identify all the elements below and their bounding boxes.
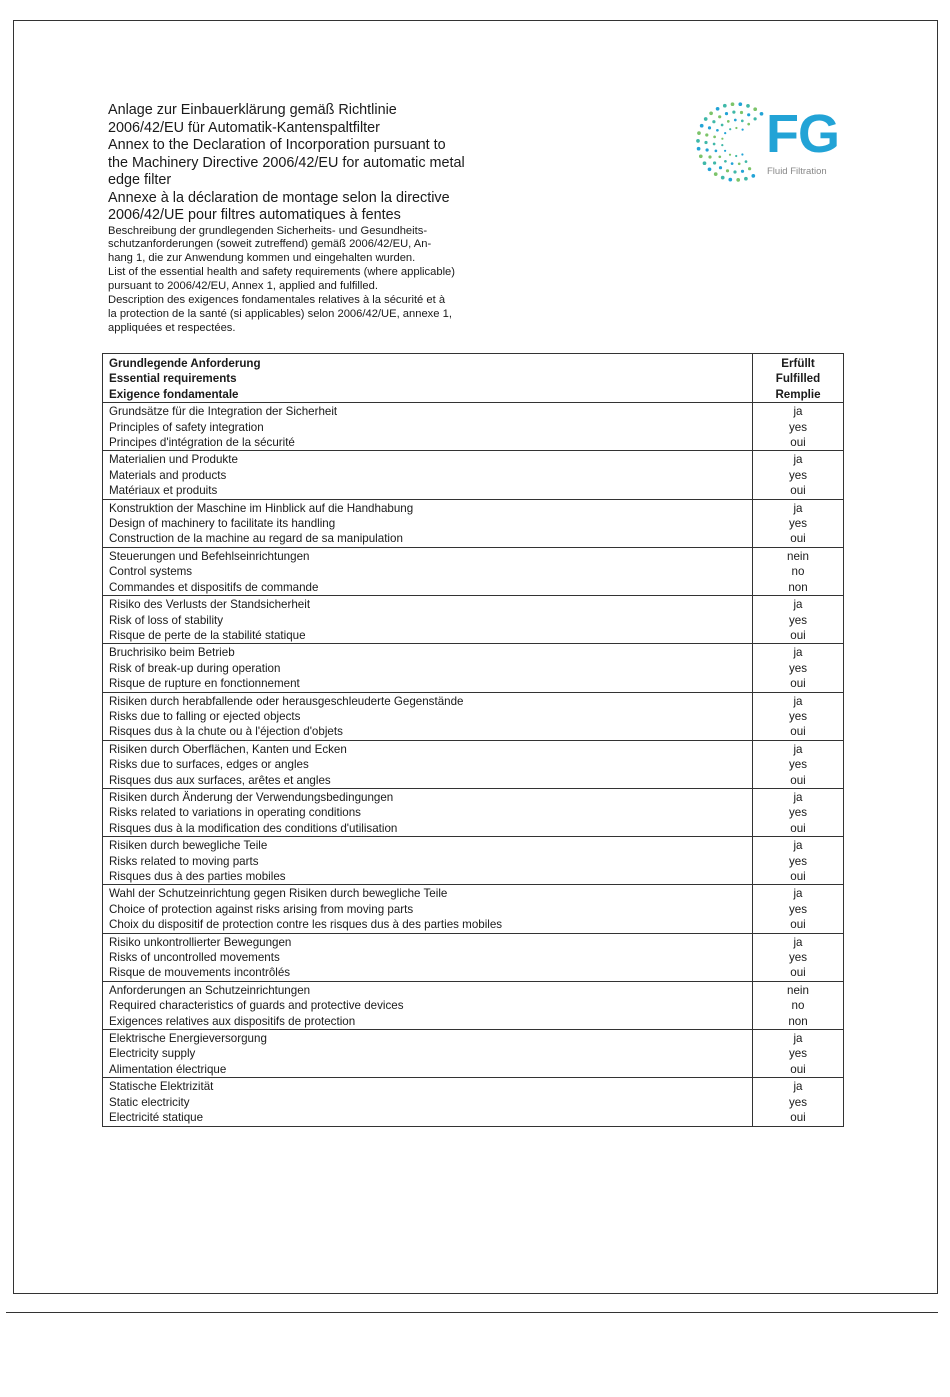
requirement-text: Risks of uncontrolled movements <box>109 951 280 965</box>
fulfilled-cell <box>753 1078 844 1126</box>
logo-dot <box>696 139 700 143</box>
requirement-cell <box>103 837 753 885</box>
fulfilled-value: ja <box>793 598 803 612</box>
document-title <box>108 102 508 225</box>
requirement-text: Risiko des Verlusts der Standsicherheit <box>109 598 311 612</box>
requirement-text: Bruchrisiko beim Betrieb <box>109 646 235 660</box>
title-line: Anlage zur Einbauerklärung gemäß Richtlinie <box>108 102 397 118</box>
requirement-text: Risque de perte de la stabilité statique <box>109 628 306 642</box>
requirement-text: Control systems <box>109 565 193 579</box>
requirement-cell <box>103 692 753 740</box>
fulfilled-cell <box>753 788 844 836</box>
fulfilled-value: ja <box>793 935 803 949</box>
description-line: appliquées et respectées. <box>108 321 236 334</box>
requirement-text: Risks due to surfaces, edges or angles <box>109 758 309 772</box>
fulfilled-cell <box>753 692 844 740</box>
logo-dot <box>703 161 707 165</box>
fulfilled-cell <box>753 547 844 595</box>
fulfilled-value: oui <box>790 1111 806 1125</box>
requirement-text: Materialien und Produkte <box>109 453 238 467</box>
logo-dot <box>699 154 703 158</box>
logo-dot <box>742 129 744 131</box>
fulfilled-cell <box>753 837 844 885</box>
table-row <box>103 547 844 595</box>
title-line: edge filter <box>108 172 172 188</box>
logo-dot <box>747 113 750 116</box>
logo-dot <box>741 170 744 173</box>
requirement-text: Risiko unkontrollierter Bewegungen <box>109 935 292 949</box>
requirement-text: Matériaux et produits <box>109 484 218 498</box>
logo-dot <box>713 136 716 139</box>
table-row <box>103 740 844 788</box>
logo-dot <box>724 160 727 163</box>
logo-dot <box>741 153 743 155</box>
header-label: Remplie <box>775 387 821 401</box>
fulfilled-value: oui <box>790 628 806 642</box>
requirement-text: Risks related to moving parts <box>109 854 259 868</box>
requirement-text: Anforderungen an Schutzeinrichtungen <box>109 983 311 997</box>
fulfilled-value: ja <box>793 1032 803 1046</box>
document-heading <box>108 102 508 336</box>
title-line: the Machinery Directive 2006/42/EU for automatic metal <box>108 154 465 171</box>
requirement-cell <box>103 740 753 788</box>
logo-dot <box>721 144 723 146</box>
fulfilled-value: oui <box>790 436 806 450</box>
requirement-text: Design of machinery to facilitate its handling <box>109 517 336 531</box>
fulfilled-value: yes <box>788 854 808 868</box>
fulfilled-value: ja <box>793 839 803 853</box>
table-row <box>103 933 844 981</box>
logo-dot <box>714 172 718 176</box>
logo-dot <box>700 124 704 128</box>
fulfilled-value: ja <box>793 790 803 804</box>
logo-dot <box>740 111 743 114</box>
logo-dot <box>697 147 701 151</box>
fulfilled-value: yes <box>788 613 808 627</box>
requirement-text: Risques dus à la chute ou à l'éjection d'objets <box>109 725 343 739</box>
company-logo <box>692 100 852 184</box>
header-label: Essential requirements <box>109 372 237 386</box>
logo-swirl-icon <box>692 100 766 184</box>
fulfilled-value: ja <box>793 405 803 419</box>
requirement-cell <box>103 933 753 981</box>
table-row <box>103 403 844 451</box>
logo-dot <box>725 112 728 115</box>
requirement-text: Electricité statique <box>109 1111 204 1125</box>
logo-dot <box>738 102 742 106</box>
fulfilled-cell <box>753 933 844 981</box>
requirement-cell <box>103 596 753 644</box>
fulfilled-value: oui <box>790 725 806 739</box>
logo-dot <box>721 176 725 180</box>
table-row <box>103 692 844 740</box>
header-label: Grundlegende Anforderung <box>109 357 261 370</box>
fulfilled-cell <box>753 403 844 451</box>
title-line: 2006/42/EU für Automatik-Kantenspaltfilter <box>108 119 380 136</box>
requirement-text: Risiken durch herabfallende oder herausgeschleuderte Gegenstände <box>109 694 464 708</box>
logo-dot <box>712 120 715 123</box>
requirement-text: Choice of protection against risks arising from moving parts <box>109 902 414 916</box>
fulfilled-value: oui <box>790 484 806 498</box>
fulfilled-value: ja <box>793 1080 803 1094</box>
logo-dot <box>708 126 711 129</box>
description-line: la protection de la santé (si applicables) selon 2006/42/UE, annexe 1, <box>108 307 452 320</box>
fulfilled-value: ja <box>793 742 803 756</box>
logo-dot <box>697 131 701 135</box>
logo-dot <box>760 112 764 116</box>
logo-dot <box>745 160 748 163</box>
logo-dot <box>735 127 737 129</box>
fulfilled-value: oui <box>790 532 806 546</box>
requirement-text: Steuerungen und Befehlseinrichtungen <box>109 549 310 563</box>
logo-dot <box>718 115 721 118</box>
logo-dot <box>718 155 721 158</box>
requirement-text: Electricity supply <box>109 1047 196 1061</box>
logo-dot <box>735 155 737 157</box>
description-line: Description des exigences fondamentales relatives à la sécurité et à <box>108 294 446 307</box>
logo-dot <box>733 170 736 173</box>
requirement-text: Risques dus à la modification des conditions d'utilisation <box>109 821 398 835</box>
requirement-cell <box>103 885 753 933</box>
logo-dot <box>741 120 744 123</box>
requirement-cell <box>103 644 753 692</box>
table-row <box>103 1078 844 1126</box>
logo-dot <box>748 167 751 170</box>
fulfilled-value: oui <box>790 773 806 787</box>
fulfilled-value: oui <box>790 966 806 980</box>
fulfilled-value: yes <box>788 661 808 675</box>
requirement-text: Risques dus aux surfaces, arêtes et angles <box>109 773 331 787</box>
logo-dot <box>704 141 707 144</box>
table-row <box>103 981 844 1029</box>
requirement-text: Risques dus à des parties mobiles <box>109 870 286 883</box>
table-row <box>103 788 844 836</box>
requirement-text: Risk of break-up during operation <box>109 661 281 675</box>
fulfilled-value: yes <box>788 806 808 820</box>
header-label: Exigence fondamentale <box>109 387 239 401</box>
logo-dot <box>721 124 724 127</box>
fulfilled-value: nein <box>787 983 809 997</box>
table-header-row <box>103 354 844 403</box>
fulfilled-value: ja <box>793 453 803 467</box>
requirement-text: Materials and products <box>109 468 227 482</box>
logo-dot <box>723 104 727 108</box>
fulfilled-value: yes <box>788 420 808 434</box>
fulfilled-value: oui <box>790 870 806 883</box>
fulfilled-value: ja <box>793 887 803 901</box>
requirement-text: Risiken durch Oberflächen, Kanten und Ecken <box>109 742 347 756</box>
requirement-cell <box>103 788 753 836</box>
fulfilled-value: no <box>791 565 805 579</box>
description-line: hang 1, die zur Anwendung kommen und eingehalten wurden. <box>108 252 416 265</box>
logo-subtitle: Fluid Filtration <box>767 166 827 177</box>
requirement-text: Principes d'intégration de la sécurité <box>109 436 295 450</box>
table-row <box>103 451 844 499</box>
fulfilled-value: yes <box>788 951 808 965</box>
title-line: 2006/42/UE pour filtres automatiques à fentes <box>108 207 401 223</box>
fulfilled-value: oui <box>790 677 806 691</box>
logo-dot <box>727 120 730 123</box>
requirements-table <box>102 353 844 1127</box>
requirement-text: Risiken durch bewegliche Teile <box>109 839 268 853</box>
logo-dot <box>709 111 713 115</box>
fulfilled-cell <box>753 451 844 499</box>
requirement-text: Static electricity <box>109 1095 190 1109</box>
requirement-text: Alimentation électrique <box>109 1062 227 1076</box>
fulfilled-value: yes <box>788 517 808 531</box>
logo-dot <box>713 161 716 164</box>
logo-dot <box>732 111 735 114</box>
logo-dot <box>729 128 731 130</box>
fulfilled-value: yes <box>788 1047 808 1061</box>
description-line: pursuant to 2006/42/EU, Annex 1, applied and fulfilled. <box>108 280 378 293</box>
requirement-text: Risk of loss of stability <box>109 613 224 627</box>
fulfilled-value: yes <box>788 902 808 916</box>
fulfilled-cell <box>753 740 844 788</box>
fulfilled-value: yes <box>788 758 808 772</box>
logo-dot <box>738 162 741 165</box>
logo-dot <box>734 119 737 122</box>
requirement-text: Risiken durch Änderung der Verwendungsbedingungen <box>109 790 394 804</box>
table-row <box>103 596 844 644</box>
fulfilled-value: yes <box>788 709 808 723</box>
fulfilled-value: oui <box>790 918 806 932</box>
fulfilled-cell <box>753 644 844 692</box>
fulfilled-value: yes <box>788 468 808 482</box>
logo-dot <box>716 107 720 111</box>
requirement-text: Risks related to variations in operating conditions <box>109 806 361 820</box>
requirement-cell <box>103 451 753 499</box>
logo-dot <box>744 177 748 181</box>
requirement-cell <box>103 499 753 547</box>
requirement-text: Risque de mouvements incontrôlés <box>109 966 291 980</box>
logo-dot <box>731 162 734 165</box>
fulfilled-cell <box>753 1030 844 1078</box>
table-row <box>103 499 844 547</box>
fulfilled-value: nein <box>787 549 809 563</box>
description-line: schutzanforderungen (soweit zutreffend) gemäß 2006/42/EU, An- <box>108 238 432 251</box>
logo-dot <box>753 107 757 111</box>
fulfilled-value: oui <box>790 1062 806 1076</box>
footer-divider <box>6 1312 938 1313</box>
header-requirement-cell <box>103 354 753 403</box>
requirement-text: Konstruktion der Maschine im Hinblick auf die Handhabung <box>109 501 414 515</box>
logo-dot <box>751 174 755 178</box>
requirement-text: Choix du dispositif de protection contre les risques dus à des parties mobiles <box>109 918 503 932</box>
header-label: Fulfilled <box>775 372 821 386</box>
logo-dot <box>724 132 726 134</box>
header-fulfilled-cell <box>753 354 844 403</box>
logo-dot <box>724 150 726 152</box>
requirement-text: Commandes et dispositifs de commande <box>109 580 319 594</box>
requirement-text: Risks due to falling or ejected objects <box>109 709 301 723</box>
description-line: List of the essential health and safety requirements (where applicable) <box>108 266 456 279</box>
title-line: Annexe à la déclaration de montage selon la directive <box>108 189 450 206</box>
document-description <box>108 225 508 336</box>
fulfilled-value: yes <box>788 1095 808 1109</box>
fulfilled-value: non <box>788 580 808 594</box>
requirement-text: Principles of safety integration <box>109 420 264 434</box>
logo-dot <box>747 123 750 126</box>
table-row <box>103 644 844 692</box>
fulfilled-cell <box>753 981 844 1029</box>
fulfilled-value: non <box>788 1014 808 1028</box>
requirement-text: Wahl der Schutzeinrichtung gegen Risiken durch bewegliche Teile <box>109 887 448 901</box>
logo-dot <box>708 167 712 171</box>
logo-dot <box>721 138 723 140</box>
logo-dot <box>746 104 750 108</box>
fulfilled-value: no <box>791 999 805 1013</box>
logo-dot <box>729 154 731 156</box>
requirement-cell <box>103 1030 753 1078</box>
logo-dot <box>715 150 718 153</box>
requirement-text: Exigences relatives aux dispositifs de protection <box>109 1014 356 1028</box>
logo-dot <box>716 129 719 132</box>
logo-dot <box>736 178 740 182</box>
requirement-text: Risque de rupture en fonctionnement <box>109 677 300 691</box>
fulfilled-cell <box>753 596 844 644</box>
table-row <box>103 837 844 885</box>
requirement-cell <box>103 547 753 595</box>
logo-text: FG <box>766 104 839 164</box>
logo-dot <box>708 155 711 158</box>
header-label: Erfüllt <box>781 357 815 370</box>
logo-dot <box>704 117 708 121</box>
requirement-cell <box>103 403 753 451</box>
table-row <box>103 1030 844 1078</box>
logo-dot <box>731 102 735 106</box>
fulfilled-value: ja <box>793 646 803 660</box>
logo-dot <box>719 166 722 169</box>
requirement-text: Construction de la machine au regard de sa manipulation <box>109 532 403 546</box>
requirement-text: Statische Elektrizität <box>109 1080 214 1094</box>
requirement-cell <box>103 981 753 1029</box>
fulfilled-value: ja <box>793 501 803 515</box>
fulfilled-value: oui <box>790 821 806 835</box>
description-line: Beschreibung der grundlegenden Sicherheits- und Gesundheits- <box>108 224 428 237</box>
title-line: Annex to the Declaration of Incorporation pursuant to <box>108 137 446 153</box>
requirement-text: Required characteristics of guards and protective devices <box>109 999 404 1013</box>
logo-dot <box>705 133 708 136</box>
logo-dot <box>754 117 757 120</box>
logo-dot <box>726 169 729 172</box>
logo-dot <box>713 143 716 146</box>
table-row <box>103 885 844 933</box>
fulfilled-cell <box>753 499 844 547</box>
requirement-text: Grundsätze für die Integration der Sicherheit <box>109 405 338 419</box>
logo-dot <box>728 178 732 182</box>
requirement-cell <box>103 1078 753 1126</box>
fulfilled-value: ja <box>793 694 803 708</box>
requirement-text: Elektrische Energieversorgung <box>109 1032 267 1046</box>
logo-dot <box>706 148 709 151</box>
fulfilled-cell <box>753 885 844 933</box>
